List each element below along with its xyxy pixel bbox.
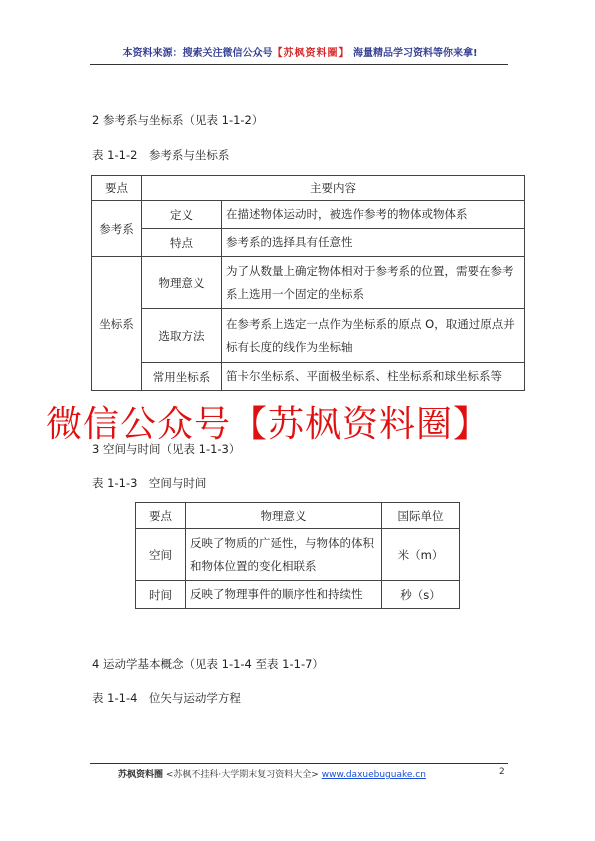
section2-heading: 2 参考系与坐标系（见表 1-1-2） xyxy=(92,113,264,127)
page-number: 2 xyxy=(499,767,505,777)
table-reference-coordinate xyxy=(91,175,525,391)
header-cell-point: 要点 xyxy=(92,176,142,201)
header-suffix: 海量精品学习资料等你来拿! xyxy=(349,48,478,59)
table-row xyxy=(136,529,460,581)
table-1-1-2-caption: 表 1-1-2 参考系与坐标系 xyxy=(92,148,230,162)
cell-key: 选取方法 xyxy=(142,309,222,363)
table-row xyxy=(92,201,525,229)
cell-key: 时间 xyxy=(136,581,186,609)
table-row xyxy=(92,229,525,257)
header-divider xyxy=(90,64,508,65)
table-1-1-4-caption: 表 1-1-4 位矢与运动学方程 xyxy=(92,691,241,705)
cell-value: 为了从数量上确定物体相对于参考系的位置，需要在参考系上选用一个固定的坐标系 xyxy=(222,257,525,309)
table-1-1-3-caption: 表 1-1-3 空间与时间 xyxy=(92,476,207,490)
cell-key: 空间 xyxy=(136,529,186,581)
cell-value: 在参考系上选定一点作为坐标系的原点 O，取通过原点并标有长度的线作为坐标轴 xyxy=(222,309,525,363)
cell-key: 常用坐标系 xyxy=(142,363,222,391)
header-brand: 【苏枫资料圈】 xyxy=(272,48,350,59)
cell-value: 反映了物质的广延性，与物体的体积和物体位置的变化相联系 xyxy=(186,529,382,581)
header-prefix: 本资料来源：搜索关注微信公众号 xyxy=(122,48,273,59)
cell-value: 笛卡尔坐标系、平面极坐标系、柱坐标系和球坐标系等 xyxy=(222,363,525,391)
cell-value: 参考系的选择具有任意性 xyxy=(222,229,525,257)
header-cell-unit: 国际单位 xyxy=(382,503,460,529)
table-header-row xyxy=(92,176,525,201)
cell-key: 特点 xyxy=(142,229,222,257)
cell-key: 定义 xyxy=(142,201,222,229)
section4-heading: 4 运动学基本概念（见表 1-1-4 至表 1-1-7） xyxy=(92,657,324,671)
table-space-time xyxy=(135,502,460,609)
cell-key: 物理意义 xyxy=(142,257,222,309)
table-header-row xyxy=(136,503,460,529)
table-row xyxy=(92,257,525,309)
footer-website-link[interactable]: www.daxuebuguake.cn xyxy=(321,770,426,780)
row-label-reference-system: 参考系 xyxy=(92,201,142,257)
footer-divider xyxy=(90,763,508,764)
cell-value: 反映了物理事件的顺序性和持续性 xyxy=(186,581,382,609)
table-row xyxy=(136,581,460,609)
footer-brand: 苏枫资料圈 xyxy=(118,770,164,780)
cell-unit: 米（m） xyxy=(382,529,460,581)
row-label-coordinate-system: 坐标系 xyxy=(92,257,142,391)
page-footer xyxy=(118,767,426,780)
cell-value: 在描述物体运动时，被选作参考的物体或物体系 xyxy=(222,201,525,229)
page-header xyxy=(90,44,510,59)
header-cell-meaning: 物理意义 xyxy=(186,503,382,529)
table-row xyxy=(92,309,525,363)
header-cell-content: 主要内容 xyxy=(142,176,525,201)
cell-unit: 秒（s） xyxy=(382,581,460,609)
section3-heading: 3 空间与时间（见表 1-1-3） xyxy=(92,442,241,456)
watermark-banner: 微信公众号【苏枫资料圈】 xyxy=(46,404,491,445)
table-row xyxy=(92,363,525,391)
header-cell-point: 要点 xyxy=(136,503,186,529)
footer-slogan: <苏枫不挂科·大学期末复习资料大全> xyxy=(165,770,319,780)
